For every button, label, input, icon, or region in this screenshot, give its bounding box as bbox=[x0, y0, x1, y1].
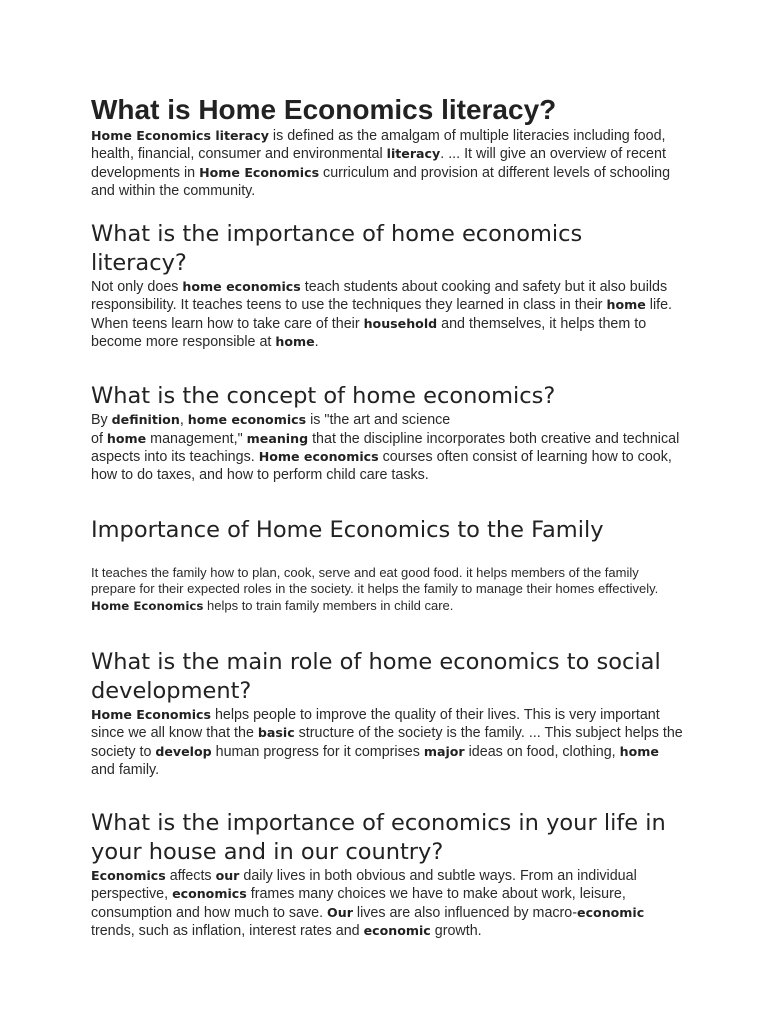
text-run: daily lives in both obvious and subtle ways. From an individual perspective, bbox=[91, 868, 637, 903]
section-5-heading: What is the main role of home economics to social development? bbox=[91, 648, 661, 704]
text-run: helps people to improve the quality of their lives. This is very important since we all know that the bbox=[91, 706, 660, 742]
text-run: human progress for it comprises bbox=[211, 743, 424, 760]
keyword-emphasis: home economics bbox=[187, 412, 307, 428]
section-5 bbox=[91, 648, 683, 779]
text-run: structure of the society is the family. ... This subject helps the society to bbox=[91, 725, 683, 760]
section-5-paragraph bbox=[91, 706, 683, 779]
keyword-emphasis: develop bbox=[155, 743, 212, 759]
section-6 bbox=[91, 809, 683, 940]
text-run: that the discipline incorporates both creative and technical aspects into its teachings. bbox=[91, 430, 680, 465]
section-3 bbox=[91, 382, 683, 484]
text-run: teach students about cooking and safety but it also builds responsibility. It teaches teens to use the techniques they learned in class in their bbox=[91, 279, 668, 314]
keyword-emphasis: home bbox=[606, 297, 646, 313]
keyword-emphasis: Our bbox=[327, 904, 353, 920]
text-run: Not only does bbox=[91, 279, 183, 296]
text-run: is "the art and science bbox=[306, 412, 451, 429]
section-1-paragraph bbox=[91, 127, 683, 200]
text-run: and themselves, it helps them to become more responsible at bbox=[91, 315, 647, 351]
keyword-emphasis: major bbox=[423, 743, 465, 759]
text-run: By bbox=[91, 412, 112, 429]
text-run: It teaches the family how to plan, cook, serve and eat good food. it helps members of the family prepare for their expected roles in the society. it helps the family to manage their homes effectively. bbox=[91, 564, 659, 597]
keyword-emphasis: economics bbox=[172, 886, 247, 902]
section-2-paragraph bbox=[91, 278, 683, 351]
section-4 bbox=[91, 516, 683, 615]
keyword-emphasis: literacy bbox=[386, 146, 441, 162]
keyword-emphasis: economic bbox=[577, 904, 645, 920]
section-3-heading: What is the concept of home economics? bbox=[91, 383, 556, 410]
section-4-heading: Importance of Home Economics to the Family bbox=[91, 516, 604, 543]
keyword-emphasis: home economics bbox=[182, 279, 301, 295]
keyword-emphasis: Home economics bbox=[258, 448, 379, 464]
text-run: . ... It will give an overview of recent developments in bbox=[91, 146, 666, 181]
page-title: What is Home Economics literacy? bbox=[91, 94, 557, 125]
section-6-paragraph bbox=[91, 867, 683, 940]
keyword-emphasis: definition bbox=[111, 412, 180, 428]
text-run: and family. bbox=[91, 761, 160, 778]
text-run: trends, such as inflation, interest rates and bbox=[91, 923, 364, 940]
keyword-emphasis: Economics bbox=[91, 868, 166, 884]
keyword-emphasis: home bbox=[619, 743, 659, 759]
section-6-heading: What is the importance of economics in your life in your house and in our country? bbox=[91, 810, 666, 866]
text-run: growth. bbox=[430, 923, 482, 940]
section-1 bbox=[91, 127, 683, 200]
text-run: management," bbox=[146, 430, 247, 447]
section-2-heading: What is the importance of home economics literacy? bbox=[91, 221, 583, 277]
keyword-emphasis: Home Economics literacy bbox=[91, 128, 269, 143]
document-page bbox=[91, 93, 683, 940]
keyword-emphasis: Home Economics bbox=[91, 599, 204, 614]
text-run: . bbox=[314, 334, 319, 351]
text-run: life. When teens learn how to take care of their bbox=[91, 297, 673, 332]
keyword-emphasis: meaning bbox=[246, 430, 309, 446]
text-run: frames many choices we have to make about work, leisure, consumption and how much to save. bbox=[91, 886, 626, 921]
keyword-emphasis: household bbox=[363, 315, 438, 331]
text-run: curriculum and provision at different levels of schooling and within the community. bbox=[91, 164, 671, 199]
text-run: helps to train family members in child care. bbox=[203, 598, 454, 614]
text-run: ideas on food, clothing, bbox=[464, 743, 620, 760]
text-run: lives are also influenced by macro- bbox=[352, 904, 578, 921]
section-4-paragraph bbox=[91, 565, 683, 615]
section-2 bbox=[91, 220, 683, 351]
text-run: is defined as the amalgam of multiple literacies including food, health, financial, consumer and environmental bbox=[91, 128, 666, 163]
section-3-paragraph bbox=[91, 411, 683, 484]
keyword-emphasis: basic bbox=[257, 725, 295, 741]
keyword-emphasis: our bbox=[215, 868, 240, 884]
keyword-emphasis: economic bbox=[363, 923, 431, 939]
keyword-emphasis: Home Economics bbox=[199, 164, 320, 180]
text-run: courses often consist of learning how to cook, how to do taxes, and how to perform child care tasks. bbox=[91, 448, 672, 484]
text-run: of bbox=[91, 430, 107, 447]
keyword-emphasis: Home Economics bbox=[91, 706, 211, 722]
text-run: affects bbox=[165, 868, 216, 885]
keyword-emphasis: home bbox=[106, 430, 147, 446]
keyword-emphasis: home bbox=[275, 334, 315, 350]
text-run: , bbox=[179, 412, 188, 429]
